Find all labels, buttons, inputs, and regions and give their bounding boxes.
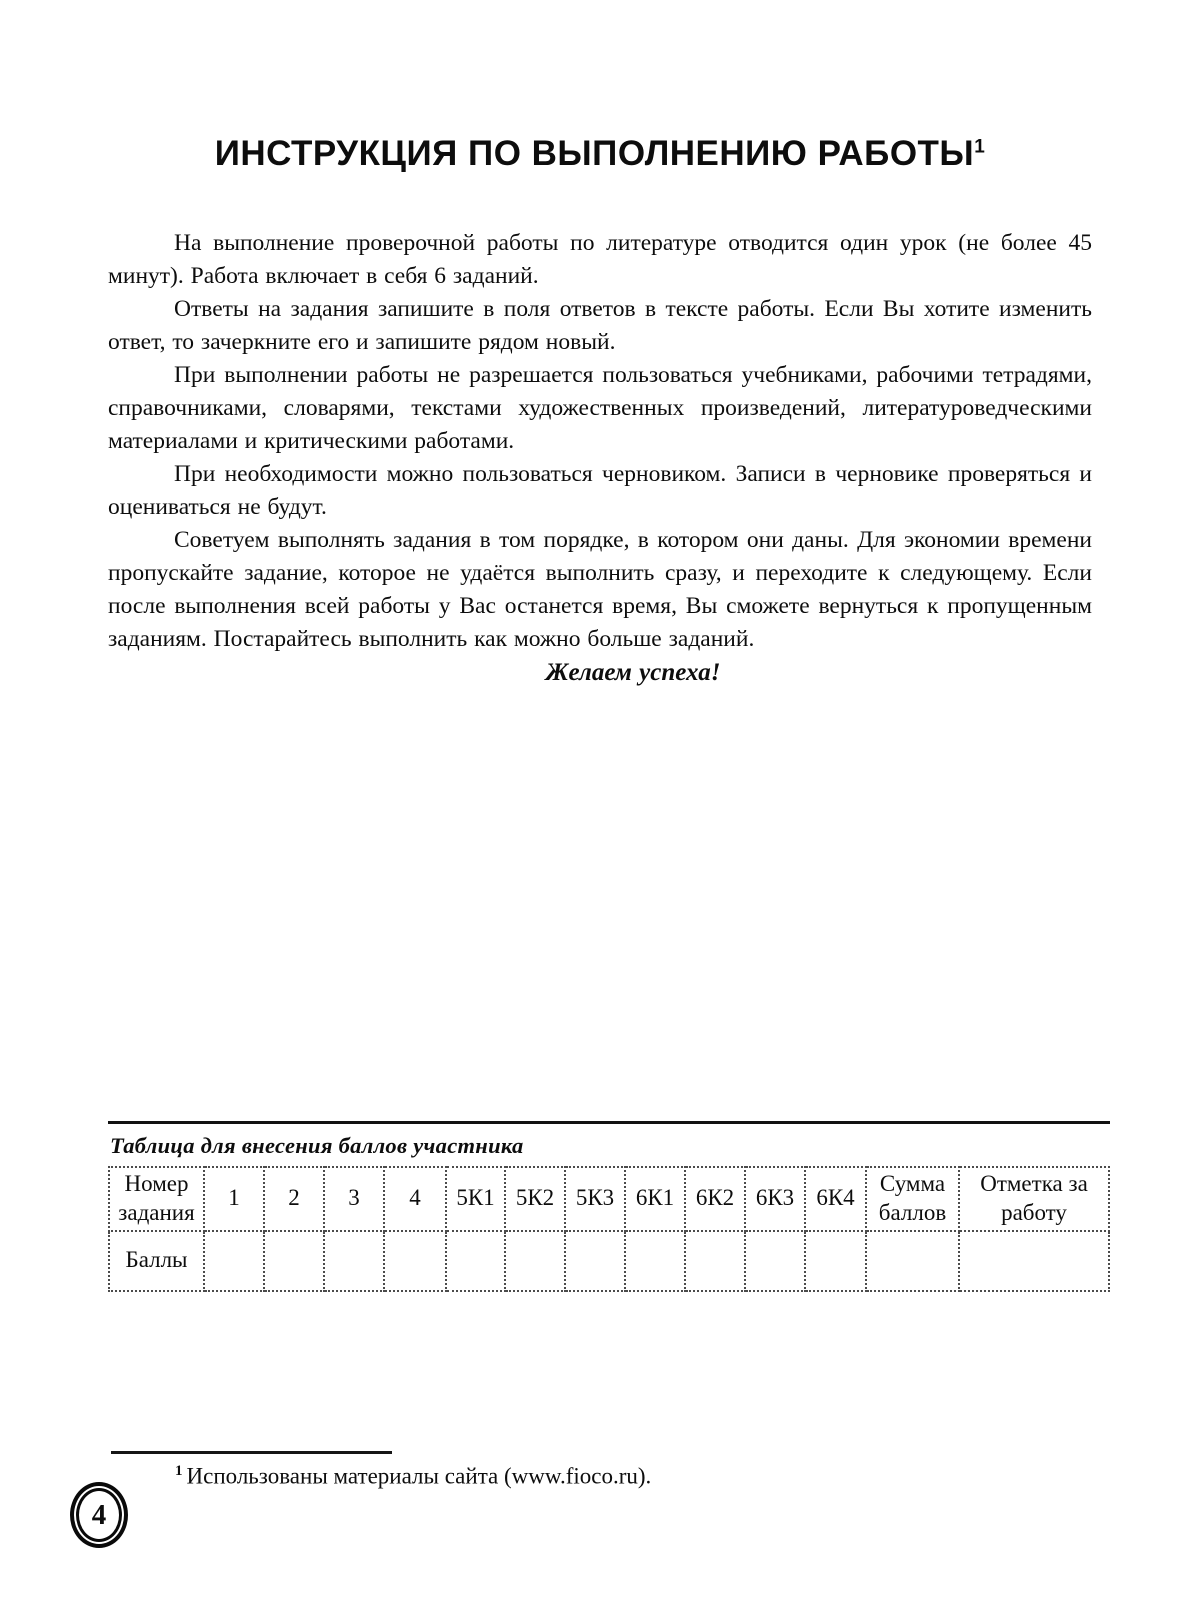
page-number-inner-ring — [76, 1488, 122, 1542]
score-table-section — [108, 1121, 1110, 1292]
header-task-6k2: 6К2 — [685, 1167, 745, 1231]
instruction-paragraph: При необходимости можно пользоваться черновиком. Записи в черновике проверяться и оцениваться не будут. — [108, 461, 1092, 520]
footnote-marker: 1 — [175, 1463, 183, 1479]
points-cell-5k1 — [446, 1231, 505, 1291]
points-cell-6k3 — [745, 1231, 805, 1291]
instruction-paragraph: Ответы на задания запишите в поля ответов в тексте работы. Если Вы хотите изменить ответ, то зачеркните его и запишите рядом новый. — [108, 296, 1092, 355]
header-sum-points: Сумма баллов — [866, 1167, 959, 1231]
points-cell-6k2 — [685, 1231, 745, 1291]
score-table-points-row — [109, 1231, 1109, 1291]
page-number: 4 — [91, 1498, 107, 1531]
instruction-paragraph: На выполнение проверочной работы по литературе отводится один урок (не более 45 минут). Работа включает в себя 6 заданий. — [108, 230, 1092, 289]
title-footnote-marker: 1 — [974, 136, 986, 158]
header-task-5k2: 5К2 — [505, 1167, 565, 1231]
header-task-6k1: 6К1 — [625, 1167, 685, 1231]
points-cell-6k1 — [625, 1231, 685, 1291]
header-task-5k1: 5К1 — [446, 1167, 505, 1231]
header-task-1: 1 — [204, 1167, 264, 1231]
header-task-number: Номер задания — [109, 1167, 204, 1231]
points-cell-mark — [959, 1231, 1109, 1291]
page-number-badge — [70, 1482, 128, 1548]
points-cell-2 — [264, 1231, 324, 1291]
header-task-2: 2 — [264, 1167, 324, 1231]
score-table — [108, 1166, 1110, 1292]
footnote — [111, 1451, 1011, 1490]
points-cell-5k2 — [505, 1231, 565, 1291]
header-task-6k4: 6К4 — [805, 1167, 866, 1231]
instruction-paragraph: При выполнении работы не разрешается пользоваться учебниками, рабочими тетрадями, справочниками, словарями, текстами художественных произведений, литературоведческими материалами и критическими работами. — [108, 362, 1092, 454]
score-table-header-row — [109, 1167, 1109, 1231]
good-luck-line: Желаем успеха! — [545, 659, 721, 686]
header-work-mark: Отметка за работу — [959, 1167, 1109, 1231]
footnote-text: Использованы материалы сайта (www.fioco.ru). — [186, 1463, 652, 1489]
points-cell-3 — [324, 1231, 384, 1291]
section-divider-rule — [108, 1121, 1110, 1124]
points-cell-5k3 — [565, 1231, 625, 1291]
footnote-divider-rule — [111, 1451, 392, 1454]
header-task-5k3: 5К3 — [565, 1167, 625, 1231]
points-cell-sum — [866, 1231, 959, 1291]
instruction-paragraph: Советуем выполнять задания в том порядке, в котором они даны. Для экономии времени пропускайте задание, которое не удаётся выполнить сразу, и переходите к следующему. Если после выполнения всей работы у Вас останется время, Вы сможете вернуться к пропущенным заданиям. Постарайтесь выполнить как можно больше заданий. — [108, 527, 1092, 652]
instructions-body — [108, 227, 1092, 689]
footnote-text-line — [111, 1463, 1011, 1490]
points-cell-4 — [384, 1231, 446, 1291]
header-task-6k3: 6К3 — [745, 1167, 805, 1231]
page-title-text: ИНСТРУКЦИЯ ПО ВЫПОЛНЕНИЮ РАБОТЫ — [214, 134, 975, 174]
page-title — [108, 133, 1092, 175]
points-row-label: Баллы — [109, 1231, 204, 1291]
score-table-caption: Таблица для внесения баллов участника — [110, 1133, 524, 1158]
header-task-4: 4 — [384, 1167, 446, 1231]
header-task-3: 3 — [324, 1167, 384, 1231]
points-cell-6k4 — [805, 1231, 866, 1291]
points-cell-1 — [204, 1231, 264, 1291]
